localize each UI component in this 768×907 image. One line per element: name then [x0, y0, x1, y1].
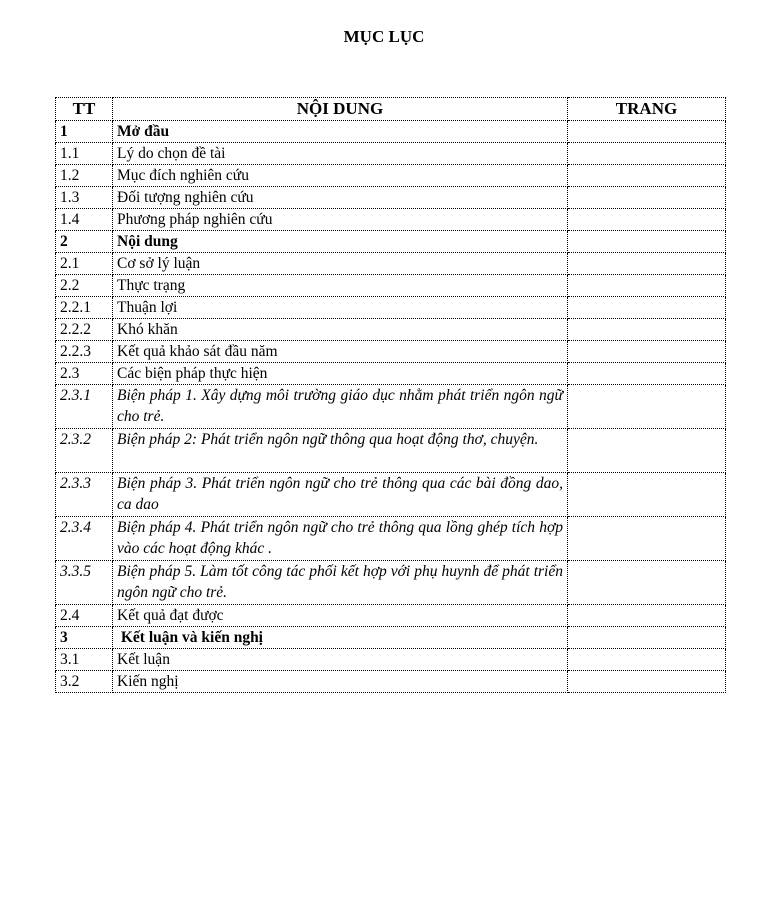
table-row [56, 165, 726, 187]
table-row [56, 253, 726, 275]
row-content: Phương pháp nghiên cứu [113, 209, 568, 231]
row-number: 2.2.3 [56, 341, 113, 363]
row-page [568, 517, 726, 561]
row-content: Cơ sở lý luận [113, 253, 568, 275]
row-content: Biện pháp 1. Xây dựng môi trường giáo dục nhằm phát triển ngôn ngữ cho trẻ. [113, 385, 568, 429]
table-row [56, 231, 726, 253]
row-page [568, 649, 726, 671]
row-content: Các biện pháp thực hiện [113, 363, 568, 385]
row-page [568, 429, 726, 473]
table-row [56, 209, 726, 231]
row-number: 3.3.5 [56, 561, 113, 605]
row-number: 2.3.4 [56, 517, 113, 561]
table-row [56, 671, 726, 693]
row-page [568, 165, 726, 187]
row-content: Kết luận [113, 649, 568, 671]
table-row [56, 627, 726, 649]
row-number: 1.2 [56, 165, 113, 187]
row-page [568, 671, 726, 693]
row-page [568, 319, 726, 341]
table-header-row [56, 98, 726, 121]
row-number: 1.1 [56, 143, 113, 165]
row-number: 2.2 [56, 275, 113, 297]
row-content: Biện pháp 2: Phát triển ngôn ngữ thông qua hoạt động thơ, chuyện. [113, 429, 568, 473]
table-row [56, 275, 726, 297]
row-page [568, 209, 726, 231]
row-content: Biện pháp 5. Làm tốt công tác phối kết hợp với phụ huynh để phát triển ngôn ngữ cho trẻ. [113, 561, 568, 605]
row-number: 1 [56, 121, 113, 143]
row-number: 2.1 [56, 253, 113, 275]
row-page [568, 187, 726, 209]
row-page [568, 605, 726, 627]
row-page [568, 385, 726, 429]
row-number: 2.3 [56, 363, 113, 385]
document-title: MỤC LỤC [343, 27, 425, 46]
row-number: 3.1 [56, 649, 113, 671]
row-content: Đối tượng nghiên cứu [113, 187, 568, 209]
table-row [56, 121, 726, 143]
row-page [568, 627, 726, 649]
row-content: Kết quả khảo sát đầu năm [113, 341, 568, 363]
table-row [56, 473, 726, 517]
table-row [56, 429, 726, 473]
table-row [56, 561, 726, 605]
row-content: Kiến nghị [113, 671, 568, 693]
row-page [568, 297, 726, 319]
row-content: Khó khăn [113, 319, 568, 341]
row-content: Biện pháp 3. Phát triển ngôn ngữ cho trẻ thông qua các bài đồng dao, ca dao [113, 473, 568, 517]
header-content: NỘI DUNG [113, 98, 568, 121]
row-number: 2.3.2 [56, 429, 113, 473]
row-page [568, 473, 726, 517]
row-number: 2.2.1 [56, 297, 113, 319]
row-content: Mở đầu [113, 121, 568, 143]
header-page: TRANG [568, 98, 726, 121]
row-number: 2.4 [56, 605, 113, 627]
row-number: 3 [56, 627, 113, 649]
row-number: 2 [56, 231, 113, 253]
table-row [56, 517, 726, 561]
table-row [56, 605, 726, 627]
row-content: Thuận lợi [113, 297, 568, 319]
table-row [56, 363, 726, 385]
row-page [568, 275, 726, 297]
table-row [56, 187, 726, 209]
row-page [568, 253, 726, 275]
table-row [56, 341, 726, 363]
row-content: Kết luận và kiến nghị [113, 627, 568, 649]
header-tt: TT [56, 98, 113, 121]
row-page [568, 561, 726, 605]
table-row [56, 143, 726, 165]
row-page [568, 231, 726, 253]
row-number: 1.4 [56, 209, 113, 231]
row-number: 2.3.3 [56, 473, 113, 517]
row-number: 2.3.1 [56, 385, 113, 429]
row-number: 1.3 [56, 187, 113, 209]
row-number: 2.2.2 [56, 319, 113, 341]
table-row [56, 297, 726, 319]
table-row [56, 319, 726, 341]
row-content: Kết quả đạt được [113, 605, 568, 627]
row-content: Lý do chọn đề tài [113, 143, 568, 165]
table-row [56, 385, 726, 429]
row-page [568, 363, 726, 385]
table-of-contents [55, 97, 726, 693]
row-page [568, 143, 726, 165]
row-number: 3.2 [56, 671, 113, 693]
row-content: Biện pháp 4. Phát triển ngôn ngữ cho trẻ thông qua lồng ghép tích hợp vào các hoạt động khác . [113, 517, 568, 561]
row-content: Nội dung [113, 231, 568, 253]
row-content: Thực trạng [113, 275, 568, 297]
row-content: Mục đích nghiên cứu [113, 165, 568, 187]
table-row [56, 649, 726, 671]
row-page [568, 121, 726, 143]
row-page [568, 341, 726, 363]
